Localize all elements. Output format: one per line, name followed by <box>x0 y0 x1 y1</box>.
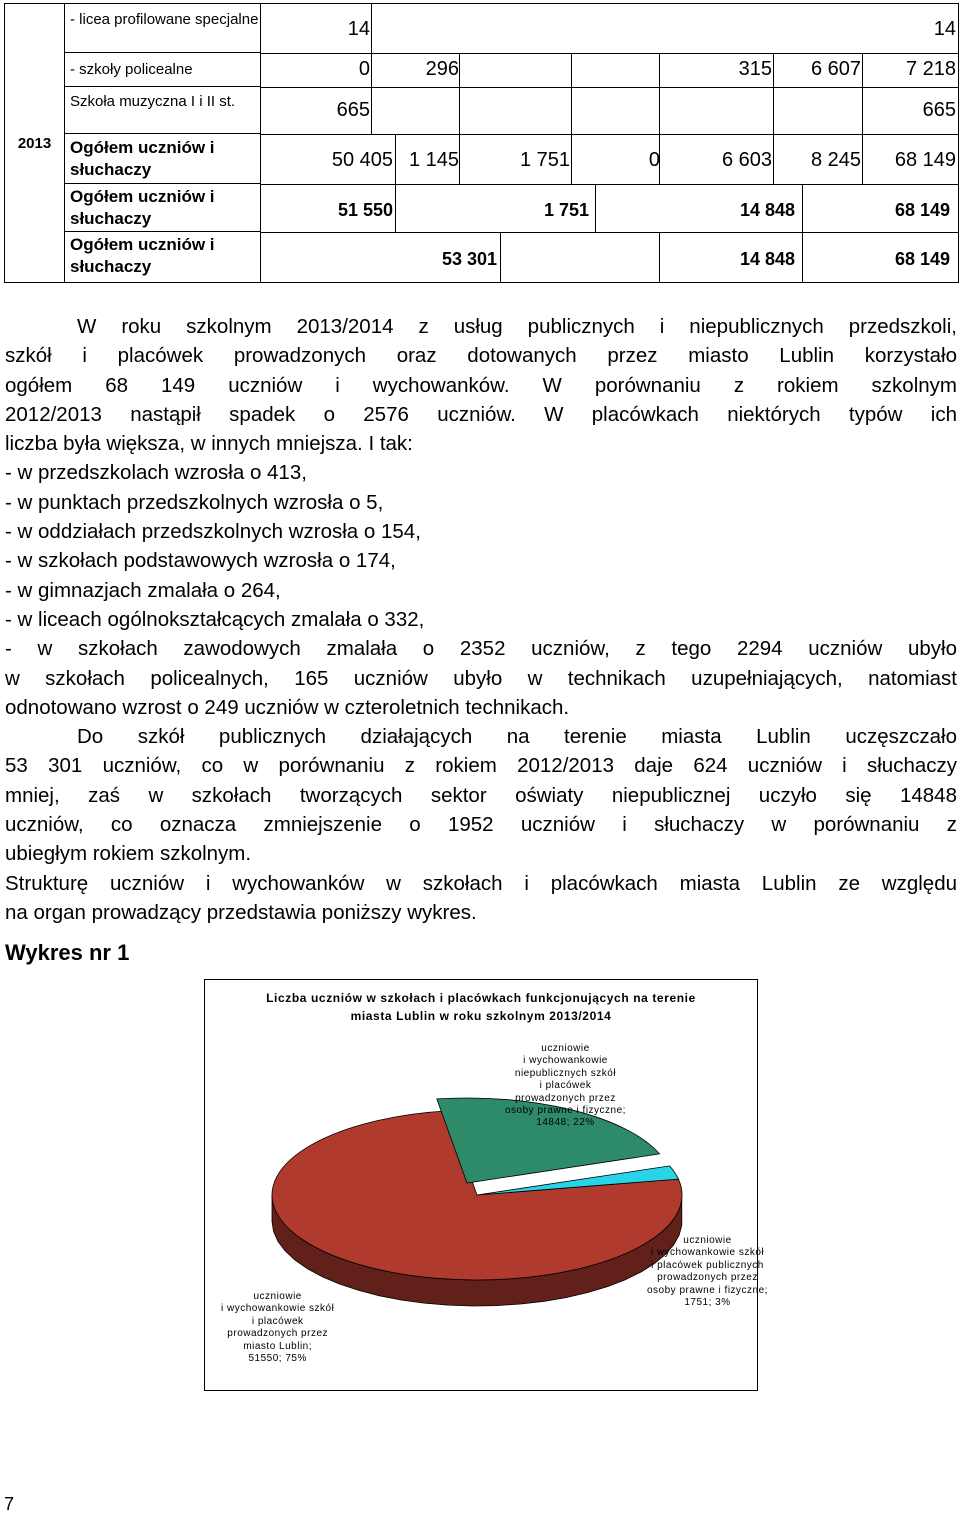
row-label-ogolem-3: Ogółem uczniów i słuchaczy <box>65 232 261 282</box>
row-label-licea: - licea profilowane specjalne <box>65 4 261 53</box>
paragraph-summary <box>5 312 957 927</box>
table-cell: 1 751 <box>543 200 589 220</box>
table-cell: 296 <box>425 58 459 80</box>
row-label-ogolem-2: Ogółem uczniów i słuchaczy <box>65 184 261 232</box>
slice-label-publiczne-osoby: uczniowie i wychowankowie szkół i placówek publicznych prowadzonych przez osoby prawne i fizyczne; 1751; 3% <box>647 1235 768 1309</box>
list-item: - w punktach przedszkolnych wzrosła o 5, <box>5 490 384 514</box>
table-cell: 6 607 <box>810 58 861 80</box>
text-line: W roku szkolnym 2013/2014 z usług publicznych i niepublicznych przedszkoli, <box>77 315 957 338</box>
table-cell: 8 245 <box>810 149 861 171</box>
table-cell: 665 <box>922 99 956 121</box>
list-item: - w szkołach podstawowych wzrosła o 174, <box>5 549 396 573</box>
slice-label-niepubliczne: uczniowie i wychowankowie niepublicznych szkół i placówek prowadzonych przez osoby prawne i fizyczne; 14848; 22% <box>505 1043 626 1129</box>
table-cell: 6 603 <box>721 149 772 171</box>
table-cell: 68 149 <box>894 249 950 269</box>
text-line: uczniów, co oznacza zmniejszenie o 1952 uczniów i słuchaczy w porównaniu z <box>5 813 957 837</box>
text-line: odnotowano wzrost o 249 uczniów w czteroletnich technikach. <box>5 695 570 719</box>
table-cell: 1 751 <box>519 149 570 171</box>
table-cell: 51 550 <box>337 200 393 220</box>
table-cell: 0 <box>358 58 370 80</box>
text-line: mniej, zaś w szkołach tworzących sektor oświaty niepublicznej uczyło się 14848 <box>5 783 957 807</box>
table-cell: 665 <box>336 99 370 121</box>
text-line: ogółem 68 149 uczniów i wychowanków. W porównaniu z rokiem szkolnym <box>5 373 957 397</box>
year-cell: 2013 <box>5 4 65 282</box>
text-line: w szkołach policealnych, 165 uczniów ubyło w technikach uzupełniających, natomiast <box>5 666 957 690</box>
text-line: 53 301 uczniów, co w porównaniu z rokiem 2012/2013 daje 624 uczniów i słuchaczy <box>5 754 957 778</box>
table-cell: 14 <box>933 18 956 40</box>
table-cell: 50 405 <box>331 149 393 171</box>
text-line: 2012/2013 nastąpił spadek o 2576 uczniów. W placówkach niektórych typów ich <box>5 402 957 426</box>
data-table <box>4 3 959 283</box>
text-line: liczba była większa, w innych mniejsza. I tak: <box>5 432 413 456</box>
text-line: szkół i placówek prowadzonych oraz dotowanych przez miasto Lublin korzystało <box>5 344 957 368</box>
text-line: Do szkół publicznych działających na terenie miasta Lublin uczęszczało <box>77 725 957 749</box>
page-number: 7 <box>4 1494 15 1513</box>
text-line: Strukturę uczniów i wychowanków w szkołach i placówkach miasta Lublin ze względu <box>5 871 957 895</box>
table-cell: 14 848 <box>739 200 795 220</box>
chart-title-line: miasta Lublin w roku szkolnym 2013/2014 <box>350 1008 612 1023</box>
pie-chart <box>204 979 768 1391</box>
row-label-ogolem-1: Ogółem uczniów i słuchaczy <box>65 134 261 184</box>
text-line: na organ prowadzący przedstawia poniższy wykres. <box>5 900 477 924</box>
table-cell: 14 <box>347 18 370 40</box>
table-cell: 68 149 <box>894 149 956 171</box>
table-cell: 315 <box>738 58 772 80</box>
chart-title-line: Liczba uczniów w szkołach i placówkach funkcjonujących na terenie <box>266 991 696 1005</box>
list-item: - w gimnazjach zmalała o 264, <box>5 578 281 602</box>
list-item: - w przedszkolach wzrosła o 413, <box>5 461 307 485</box>
table-cell: 68 149 <box>894 200 950 220</box>
text-line: ubiegłym rokiem szkolnym. <box>5 842 252 866</box>
chart-caption: Wykres nr 1 <box>5 940 130 965</box>
row-label-policealne: - szkoły policealne <box>65 53 261 87</box>
list-item: - w szkołach zawodowych zmalała o 2352 uczniów, z tego 2294 uczniów ubyło <box>5 637 957 661</box>
row-label-muzyczna: Szkoła muzyczna I i II st. <box>65 87 261 134</box>
list-item: - w liceach ogólnokształcących zmalała o 332, <box>5 607 425 631</box>
table-cell: 1 145 <box>408 149 459 171</box>
list-item: - w oddziałach przedszkolnych wzrosła o 154, <box>5 520 421 544</box>
table-cell: 0 <box>648 149 660 171</box>
table-cell: 53 301 <box>441 249 497 269</box>
slice-label-miasto: uczniowie i wychowankowie szkół i placówek prowadzonych przez miasto Lublin; 51550; 75% <box>221 1291 335 1365</box>
table-cell: 14 848 <box>739 249 795 269</box>
table-cell: 7 218 <box>905 58 956 80</box>
